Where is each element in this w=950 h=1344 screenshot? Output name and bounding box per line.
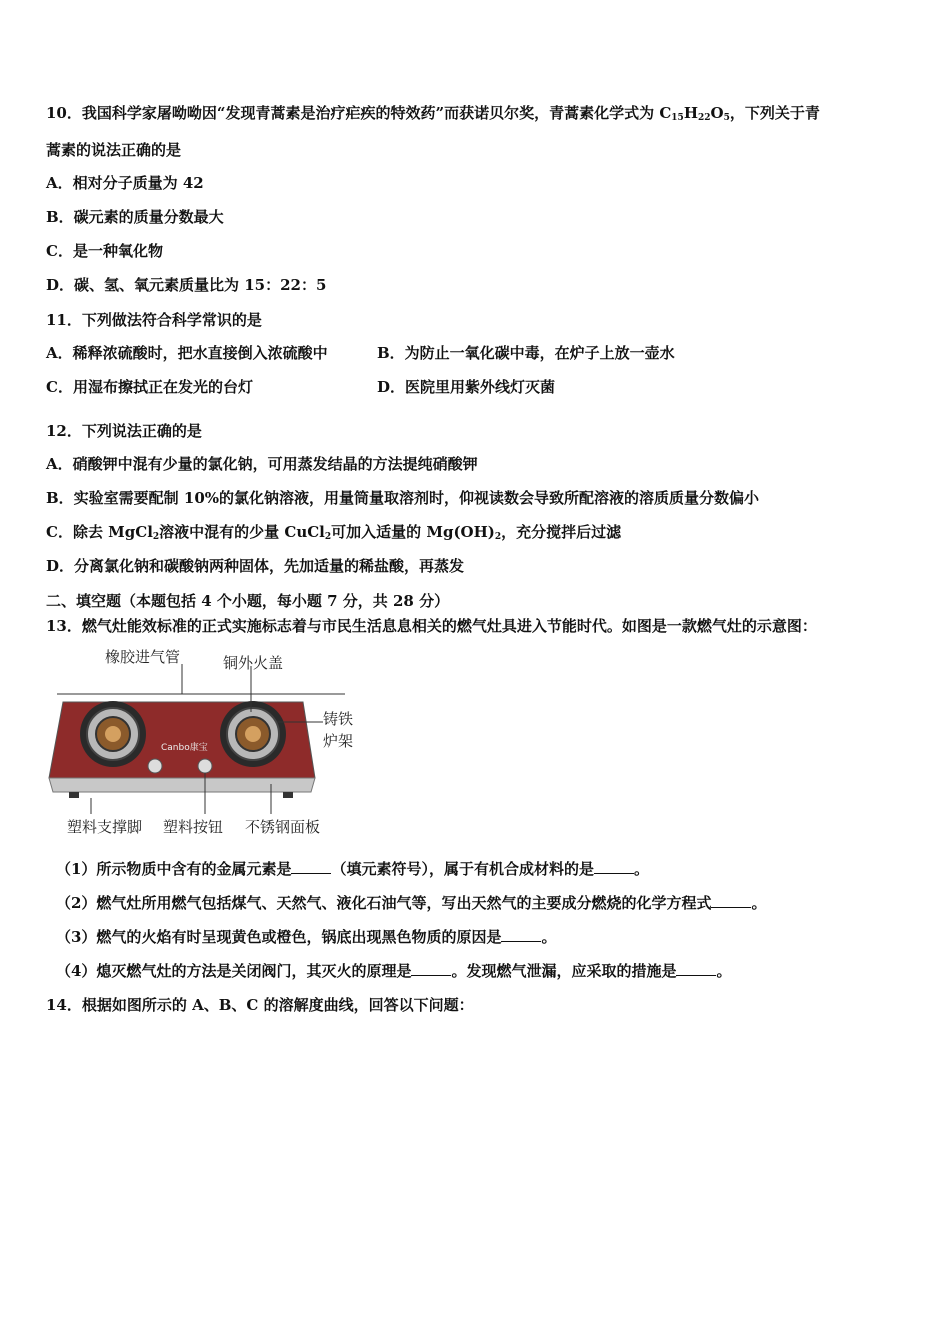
subscript: 2 <box>324 532 332 542</box>
answer-blank <box>501 927 541 942</box>
q13-stem: 13．燃气灶能效标准的正式实施标志着与市民生活息息相关的燃气灶具进入节能时代。如图是一款燃气灶的示意图： <box>46 617 817 635</box>
section-heading: 二、填空题（本题包括 4 个小题，每小题 7 分，共 28 分） <box>46 592 450 610</box>
q12-option-d: D．分离氯化钠和碳酸钠两种固体，先加适量的稀盐酸，再蒸发 <box>46 557 465 575</box>
q12-option-c: C．除去 MgCl$_2$溶液中混有的少量 CuCl$_2$可加入适量的 $Mg(OH)_2$，充分搅拌后过滤 <box>46 523 622 542</box>
q11-stem: 11．下列做法符合科学常识的是 <box>46 311 262 329</box>
subscript: 2 <box>494 532 502 542</box>
label-plastic-feet: 塑料支撑脚 <box>67 818 143 836</box>
label-copper-cap: 铜外火盖 <box>223 654 284 672</box>
gas-stove-figure <box>45 642 375 842</box>
q11-option-a: A．稀释浓硫酸时，把水直接倒入浓硫酸中 <box>46 344 328 362</box>
answer-blank <box>411 961 451 976</box>
q12-option-b: B．实验室需要配制 10%的氯化钠溶液，用量筒量取溶剂时，仰视读数会导致所配溶液的溶质质量分数偏小 <box>46 489 760 507</box>
q13-sub2: （2）燃气灶所用燃气包括煤气、天然气、液化石油气等，写出天然气的主要成分燃烧的化学方程式 。 <box>56 894 767 912</box>
subscript: 2 <box>152 532 160 542</box>
subscript: 15 <box>671 113 684 123</box>
answer-blank <box>594 859 634 874</box>
q10-stem-line2: 蒿素的说法正确的是 <box>46 141 182 159</box>
answer-blank <box>711 893 751 908</box>
q10-option-c: C．是一种氧化物 <box>46 242 163 260</box>
q13-sub4: （4）熄灭燃气灶的方法是关闭阀门，其灭火的原理是 。发现燃气泄漏，应采取的措施是 。 <box>56 962 732 980</box>
q10-stem-line1: 10．我国科学家屠呦呦因“发现青蒿素是治疗疟疾的特效药”而获诺贝尔奖，青蒿素化学式为 $C_{15}H_{22}O_5$，下列关于青 <box>46 104 820 123</box>
q13-sub1: （1）所示物质中含有的金属元素是 （填元素符号），属于有机合成材料的是 。 <box>56 860 649 878</box>
answer-blank <box>291 859 331 874</box>
q14-stem: 14．根据如图所示的 A、B、C 的溶解度曲线，回答以下问题： <box>46 996 474 1014</box>
q11-option-b: B．为防止一氧化碳中毒，在炉子上放一壶水 <box>377 344 675 362</box>
label-plastic-knob: 塑料按钮 <box>163 818 224 836</box>
answer-blank <box>676 961 716 976</box>
q13-sub3: （3）燃气的火焰有时呈现黄色或橙色，锅底出现黑色物质的原因是 。 <box>56 928 557 946</box>
q12-option-a: A．硝酸钾中混有少量的氯化钠，可用蒸发结晶的方法提纯硝酸钾 <box>46 455 478 473</box>
brand-logo: Canbo康宝 <box>161 743 208 753</box>
label-cast-iron-grate-1: 铸铁 <box>323 710 354 728</box>
label-rubber-hose: 橡胶进气管 <box>105 648 181 666</box>
q10-option-a: A．相对分子质量为 42 <box>46 174 204 192</box>
q11-option-d: D．医院里用紫外线灯灭菌 <box>377 378 556 396</box>
subscript: 5 <box>723 113 730 123</box>
subscript: 22 <box>698 113 711 123</box>
q11-option-c: C．用湿布擦拭正在发光的台灯 <box>46 378 253 396</box>
q10-option-b: B．碳元素的质量分数最大 <box>46 208 224 226</box>
q12-stem: 12．下列说法正确的是 <box>46 422 202 440</box>
label-stainless-panel: 不锈钢面板 <box>245 818 321 836</box>
label-cast-iron-grate-2: 炉架 <box>323 732 354 750</box>
q10-option-d: D．碳、氢、氧元素质量比为 15：22：5 <box>46 276 327 294</box>
